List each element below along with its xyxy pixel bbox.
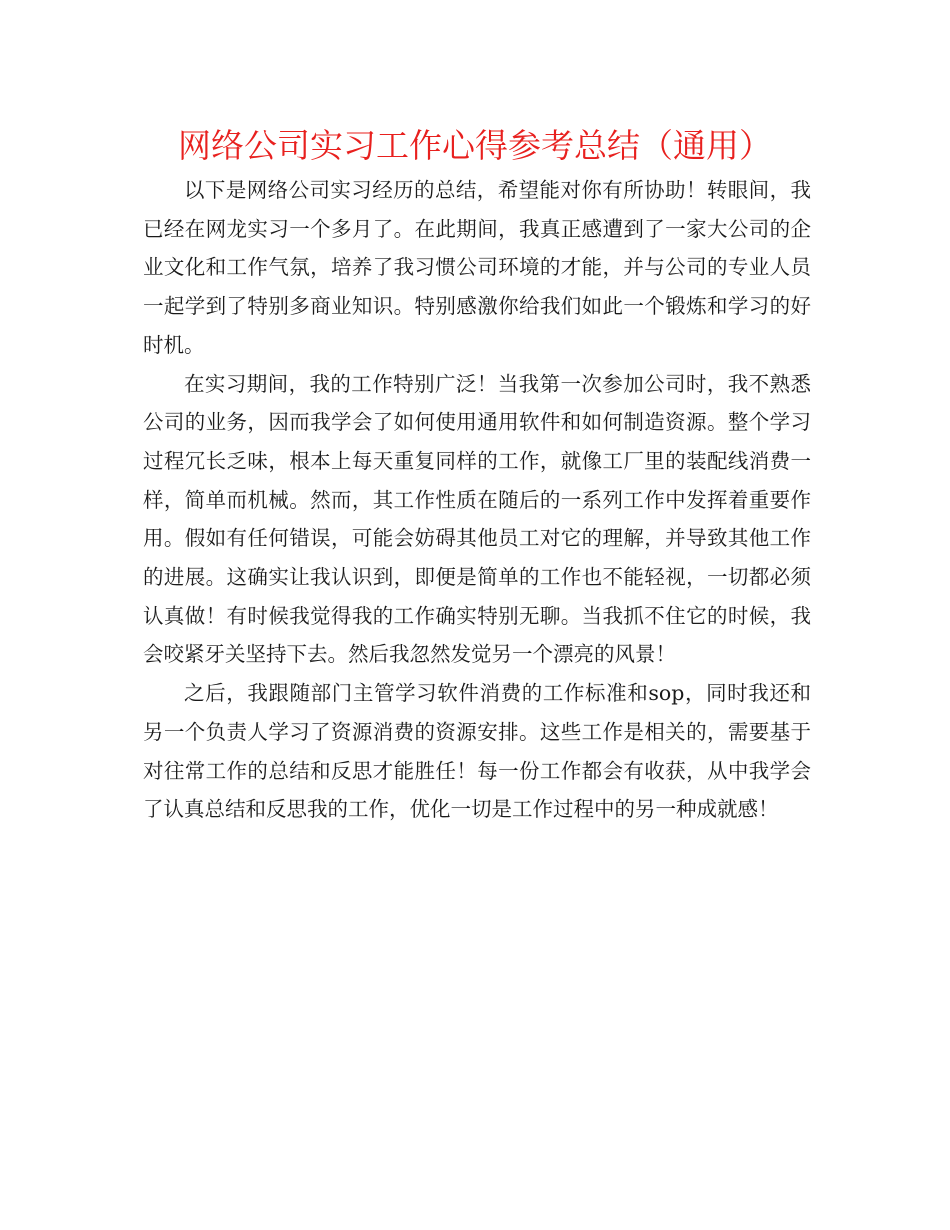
paragraph-2: 在实习期间，我的工作特别广泛！当我第一次参加公司时，我不熟悉公司的业务，因而我学会了如何使用通用软件和如何制造资源。整个学习过程冗长乏味，根本上每天重复同样的工作，就像工厂里的装配线消费一样，简单而机械。然而，其工作性质在随后的一系列工作中发挥着重要作用。假如有任何错误，可能会妨碍其他员工对它的理解，并导致其他工作的进展。这确实让我认识到，即便是简单的工作也不能轻视，一切都必须认真做！有时候我觉得我的工作确实特别无聊。当我抓不住它的时候，我会咬紧牙关坚持下去。然后我忽然发觉另一个漂亮的风景！ [143,371,811,667]
paragraph-3: 之后，我跟随部门主管学习软件消费的工作标准和sop，同时我还和另一个负责人学习了资源消费的资源安排。这些工作是相关的，需要基于对往常工作的总结和反思才能胜任！每一份工作都会有收获，从中我学会了认真总结和反思我的工作，优化一切是工作过程中的另一种成就感！ [143,681,811,822]
paragraph-1: 以下是网络公司实习经历的总结，希望能对你有所协助！转眼间，我已经在网龙实习一个多月了。在此期间，我真正感遭到了一家大公司的企业文化和工作气氛，培养了我习惯公司环境的才能，并与公司的专业人员一起学到了特别多商业知识。特别感激你给我们如此一个锻炼和学习的好时机。 [143,178,811,357]
document-body [143,171,811,829]
document-title: 网络公司实习工作心得参考总结（通用） [178,126,772,165]
